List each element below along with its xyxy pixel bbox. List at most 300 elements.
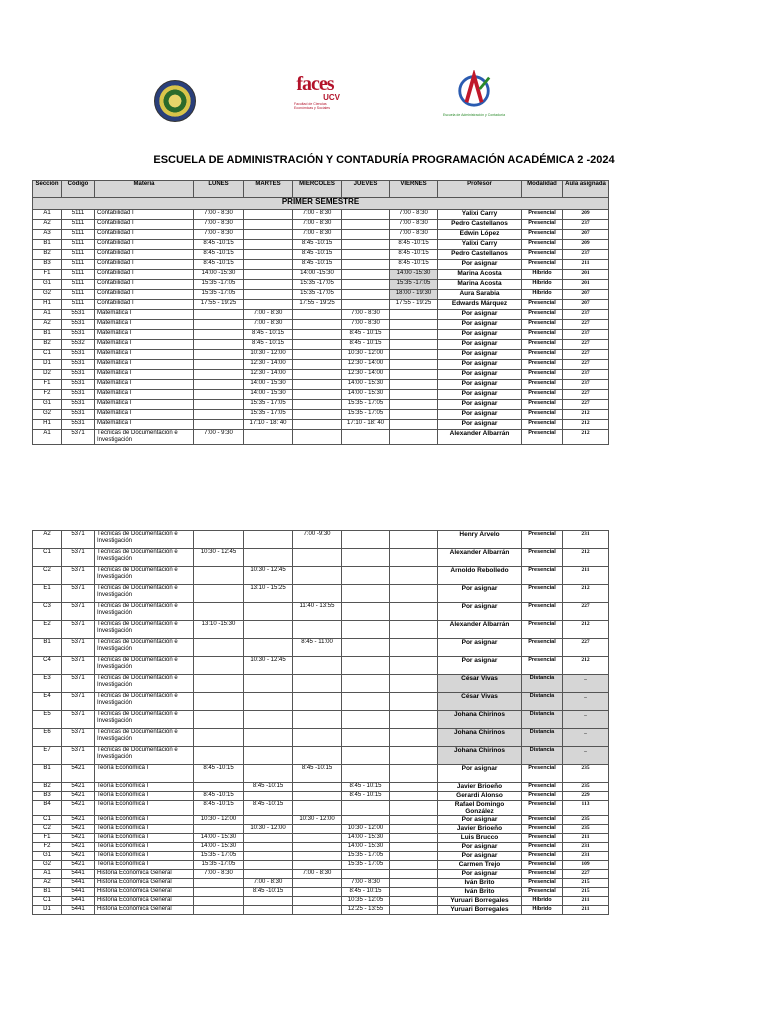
cell-professor: Por asignar: [438, 410, 522, 420]
table-row: [33, 639, 609, 657]
cell-subject: Historia Económica General: [95, 897, 194, 906]
cell-monday: 10:30 - 12:00: [194, 816, 244, 825]
cell-section: A2: [33, 879, 62, 888]
cell-monday: 7:00 - 9:30: [194, 430, 244, 445]
cell-professor: Carmen Trejo: [438, 861, 522, 870]
cell-wednesday: [293, 888, 342, 897]
cell-section: A1: [33, 870, 62, 879]
cell-professor: Por asignar: [438, 843, 522, 852]
cell-friday: [390, 843, 438, 852]
cell-wednesday: 17:55 - 19:25: [293, 300, 342, 310]
cell-section: A1: [33, 210, 62, 220]
cell-modality: Presencial: [522, 870, 563, 879]
cell-thursday: 14:00 - 15:30: [342, 843, 390, 852]
faces-logo: [290, 74, 340, 130]
cell-wednesday: [293, 380, 342, 390]
cell-wednesday: 14:00 -15:30: [293, 270, 342, 280]
cell-section: B2: [33, 783, 62, 792]
cell-professor: Arnoldo Rebolledo: [438, 567, 522, 585]
cell-tuesday: [244, 729, 293, 747]
cell-friday: [390, 765, 438, 783]
cell-room: _: [563, 747, 609, 765]
cell-friday: 18:00 - 19:30: [390, 290, 438, 300]
cell-section: H1: [33, 420, 62, 430]
cell-modality: Distancia: [522, 747, 563, 765]
cell-code: 5371: [62, 430, 95, 445]
cell-wednesday: 8:45 -10:15: [293, 765, 342, 783]
column-header: Sección: [33, 181, 62, 198]
column-header: Materia: [95, 181, 194, 198]
cell-monday: [194, 585, 244, 603]
cell-wednesday: [293, 360, 342, 370]
table-row: [33, 792, 609, 801]
cell-professor: Por asignar: [438, 816, 522, 825]
column-header: LUNES: [194, 181, 244, 198]
cell-modality: Presencial: [522, 549, 563, 567]
cell-wednesday: 10:30 - 12:00: [293, 816, 342, 825]
cell-code: 5531: [62, 370, 95, 380]
cell-thursday: [342, 657, 390, 675]
cell-section: E2: [33, 621, 62, 639]
column-header: Modalidad: [522, 181, 563, 198]
cell-section: E7: [33, 747, 62, 765]
cell-monday: [194, 390, 244, 400]
table-row: [33, 549, 609, 567]
cell-friday: [390, 370, 438, 380]
cell-friday: [390, 567, 438, 585]
cell-thursday: 8:45 - 10:15: [342, 340, 390, 350]
cell-code: 5531: [62, 390, 95, 400]
cell-section: A3: [33, 230, 62, 240]
cell-thursday: 8:45 - 10:15: [342, 792, 390, 801]
cell-code: 5421: [62, 834, 95, 843]
cell-wednesday: [293, 585, 342, 603]
cell-friday: [390, 350, 438, 360]
cell-friday: 15:35 -17:05: [390, 280, 438, 290]
cell-friday: 8:45 -10:15: [390, 260, 438, 270]
cell-wednesday: 15:35 -17:05: [293, 280, 342, 290]
cell-friday: [390, 330, 438, 340]
cell-code: 5421: [62, 783, 95, 792]
cell-tuesday: [244, 210, 293, 220]
cell-professor: Iván Brito: [438, 879, 522, 888]
cell-section: C1: [33, 350, 62, 360]
cell-professor: Yalixi Carry: [438, 210, 522, 220]
cell-professor: Edwin López: [438, 230, 522, 240]
cell-thursday: 10:30 - 12:00: [342, 350, 390, 360]
cell-friday: [390, 420, 438, 430]
cell-code: 5111: [62, 260, 95, 270]
cell-tuesday: [244, 852, 293, 861]
table-row: [33, 729, 609, 747]
cell-thursday: 17:10 - 18: 40: [342, 420, 390, 430]
cell-professor: Por asignar: [438, 765, 522, 783]
cell-modality: Presencial: [522, 879, 563, 888]
table-row: [33, 585, 609, 603]
cell-wednesday: [293, 861, 342, 870]
cell-tuesday: 7:00 - 8:30: [244, 320, 293, 330]
cell-section: A1: [33, 310, 62, 320]
cell-subject: Contabilidad I: [95, 240, 194, 250]
cell-modality: Presencial: [522, 783, 563, 792]
cell-wednesday: [293, 834, 342, 843]
cell-subject: Matemática I: [95, 400, 194, 410]
cell-wednesday: 7:00 - 8:30: [293, 220, 342, 230]
column-header: Aula asignada: [563, 181, 609, 198]
cell-subject: Teoría Económica I: [95, 861, 194, 870]
cell-code: 5111: [62, 270, 95, 280]
cell-room: 215: [563, 879, 609, 888]
table-row: [33, 531, 609, 549]
cell-wednesday: [293, 350, 342, 360]
faces-logo-subtitle: Facultad de Ciencias Económicas y Sociales: [294, 102, 330, 110]
cell-thursday: 15:35 - 17:05: [342, 400, 390, 410]
cell-subject: Matemática I: [95, 320, 194, 330]
column-header: Profesor: [438, 181, 522, 198]
cell-monday: 7:00 - 8:30: [194, 210, 244, 220]
cell-subject: Contabilidad I: [95, 220, 194, 230]
cell-room: 227: [563, 390, 609, 400]
cell-monday: [194, 420, 244, 430]
cell-tuesday: [244, 675, 293, 693]
cell-thursday: [342, 816, 390, 825]
cell-friday: [390, 310, 438, 320]
cell-monday: [194, 729, 244, 747]
cell-subject: Matemática I: [95, 350, 194, 360]
cell-tuesday: [244, 280, 293, 290]
cell-modality: Presencial: [522, 825, 563, 834]
cell-modality: Presencial: [522, 380, 563, 390]
cell-friday: 8:45 -10:15: [390, 240, 438, 250]
table-row: [33, 888, 609, 897]
cell-professor: Yuruari Borregales: [438, 906, 522, 915]
cell-wednesday: [293, 390, 342, 400]
cell-professor: Por asignar: [438, 350, 522, 360]
cell-thursday: [342, 210, 390, 220]
cell-section: A2: [33, 531, 62, 549]
cell-wednesday: [293, 310, 342, 320]
cell-wednesday: [293, 400, 342, 410]
cell-room: 113: [563, 801, 609, 816]
cell-modality: Presencial: [522, 240, 563, 250]
table-row: [33, 350, 609, 360]
table-row: [33, 693, 609, 711]
cell-subject: Técnicas de Documentación e Investigación: [95, 603, 194, 621]
table-row: [33, 870, 609, 879]
cell-friday: 17:55 - 19:25: [390, 300, 438, 310]
ead-logo: [440, 70, 508, 126]
table-row: [33, 801, 609, 816]
cell-professor: Rafael Domingo González: [438, 801, 522, 816]
cell-wednesday: [293, 567, 342, 585]
cell-thursday: 8:45 - 10:15: [342, 330, 390, 340]
cell-room: 207: [563, 290, 609, 300]
cell-section: C1: [33, 897, 62, 906]
table-row: [33, 843, 609, 852]
cell-monday: [194, 603, 244, 621]
cell-subject: Matemática I: [95, 340, 194, 350]
cell-code: 5111: [62, 240, 95, 250]
cell-tuesday: [244, 792, 293, 801]
cell-monday: [194, 360, 244, 370]
cell-tuesday: [244, 250, 293, 260]
logos-bar: [0, 70, 768, 130]
column-header: JUEVES: [342, 181, 390, 198]
cell-wednesday: [293, 801, 342, 816]
cell-wednesday: [293, 783, 342, 792]
cell-professor: Pedro Castellanos: [438, 220, 522, 230]
table-row: [33, 765, 609, 783]
cell-subject: Técnicas de Documentación e Investigación: [95, 430, 194, 445]
cell-monday: [194, 711, 244, 729]
cell-professor: Yalixi Carry: [438, 240, 522, 250]
cell-modality: Distancia: [522, 675, 563, 693]
cell-room: 227: [563, 639, 609, 657]
table-row: [33, 711, 609, 729]
cell-section: C2: [33, 567, 62, 585]
cell-thursday: 15:35 - 17:05: [342, 852, 390, 861]
cell-room: 237: [563, 310, 609, 320]
cell-room: 201: [563, 280, 609, 290]
cell-tuesday: [244, 834, 293, 843]
cell-monday: [194, 657, 244, 675]
cell-code: 5531: [62, 360, 95, 370]
cell-modality: Presencial: [522, 639, 563, 657]
cell-room: 231: [563, 843, 609, 852]
cell-room: _: [563, 693, 609, 711]
cell-section: C3: [33, 603, 62, 621]
cell-modality: Presencial: [522, 585, 563, 603]
cell-wednesday: 15:35 -17:05: [293, 290, 342, 300]
cell-friday: 8:45 -10:15: [390, 250, 438, 260]
cell-thursday: 14:00 - 15:30: [342, 834, 390, 843]
cell-modality: Presencial: [522, 390, 563, 400]
cell-subject: Técnicas de Documentación e Investigación: [95, 549, 194, 567]
cell-room: 211: [563, 260, 609, 270]
table-row: [33, 260, 609, 270]
cell-tuesday: [244, 603, 293, 621]
cell-thursday: [342, 549, 390, 567]
cell-thursday: [342, 711, 390, 729]
cell-tuesday: [244, 639, 293, 657]
cell-wednesday: 8:45 -10:15: [293, 240, 342, 250]
cell-monday: 10:30 - 12:45: [194, 549, 244, 567]
cell-code: 5371: [62, 567, 95, 585]
cell-section: G1: [33, 400, 62, 410]
cell-code: 5111: [62, 230, 95, 240]
cell-room: 235: [563, 783, 609, 792]
cell-friday: [390, 825, 438, 834]
cell-professor: Por asignar: [438, 370, 522, 380]
cell-modality: Híbrido: [522, 270, 563, 280]
cell-modality: Presencial: [522, 621, 563, 639]
cell-wednesday: [293, 711, 342, 729]
cell-room: 212: [563, 549, 609, 567]
cell-thursday: [342, 675, 390, 693]
cell-tuesday: [244, 747, 293, 765]
cell-tuesday: 13:10 - 15:25: [244, 585, 293, 603]
cell-monday: [194, 906, 244, 915]
cell-thursday: [342, 729, 390, 747]
cell-room: 212: [563, 410, 609, 420]
cell-subject: Técnicas de Documentación e Investigación: [95, 639, 194, 657]
cell-code: 5371: [62, 747, 95, 765]
cell-professor: Por asignar: [438, 400, 522, 410]
cell-tuesday: 12:30 - 14:00: [244, 370, 293, 380]
schedule-table-1: [32, 180, 609, 445]
cell-professor: Por asignar: [438, 657, 522, 675]
cell-section: E4: [33, 693, 62, 711]
cell-monday: [194, 783, 244, 792]
column-header: VIERNES: [390, 181, 438, 198]
cell-subject: Contabilidad I: [95, 250, 194, 260]
cell-professor: Por asignar: [438, 420, 522, 430]
cell-monday: [194, 747, 244, 765]
cell-section: B1: [33, 765, 62, 783]
cell-tuesday: 14:00 - 15:30: [244, 380, 293, 390]
cell-section: G1: [33, 280, 62, 290]
cell-code: 5531: [62, 310, 95, 320]
cell-tuesday: [244, 220, 293, 230]
cell-tuesday: [244, 711, 293, 729]
cell-monday: [194, 639, 244, 657]
cell-section: G2: [33, 290, 62, 300]
cell-subject: Técnicas de Documentación e Investigación: [95, 747, 194, 765]
cell-section: B2: [33, 250, 62, 260]
cell-wednesday: [293, 693, 342, 711]
cell-friday: [390, 879, 438, 888]
cell-thursday: [342, 290, 390, 300]
cell-room: 227: [563, 340, 609, 350]
cell-subject: Matemática I: [95, 420, 194, 430]
cell-tuesday: [244, 693, 293, 711]
cell-wednesday: [293, 747, 342, 765]
cell-tuesday: 17:10 - 18: 40: [244, 420, 293, 430]
cell-monday: [194, 879, 244, 888]
cell-monday: 14:00 - 15:30: [194, 834, 244, 843]
ead-logo-subtitle: Escuela de Administración y Contaduría: [442, 113, 506, 117]
table-row: [33, 230, 609, 240]
faces-logo-ucv: UCV: [323, 93, 340, 102]
cell-code: 5371: [62, 639, 95, 657]
cell-section: B4: [33, 801, 62, 816]
cell-tuesday: [244, 240, 293, 250]
cell-code: 5531: [62, 400, 95, 410]
cell-monday: [194, 825, 244, 834]
cell-subject: Teoría Económica I: [95, 783, 194, 792]
cell-section: B1: [33, 888, 62, 897]
cell-monday: 8:45 -10:15: [194, 260, 244, 270]
cell-room: 207: [563, 300, 609, 310]
column-header: MIERCOLES: [293, 181, 342, 198]
cell-tuesday: 7:00 - 8:30: [244, 310, 293, 320]
cell-professor: Por asignar: [438, 320, 522, 330]
cell-wednesday: [293, 420, 342, 430]
cell-section: D1: [33, 906, 62, 915]
cell-monday: [194, 400, 244, 410]
cell-wednesday: [293, 330, 342, 340]
cell-modality: Híbrido: [522, 897, 563, 906]
cell-subject: Contabilidad I: [95, 270, 194, 280]
cell-section: E3: [33, 675, 62, 693]
cell-code: 5421: [62, 816, 95, 825]
table-row: [33, 340, 609, 350]
cell-friday: [390, 531, 438, 549]
cell-room: 212: [563, 430, 609, 445]
cell-room: 209: [563, 210, 609, 220]
table-row: [33, 621, 609, 639]
cell-section: G2: [33, 861, 62, 870]
cell-modality: Presencial: [522, 260, 563, 270]
cell-thursday: 12:30 - 14:00: [342, 370, 390, 380]
cell-thursday: [342, 250, 390, 260]
cell-wednesday: [293, 340, 342, 350]
cell-room: 212: [563, 585, 609, 603]
cell-friday: [390, 816, 438, 825]
cell-subject: Matemática I: [95, 360, 194, 370]
cell-subject: Historia Económica General: [95, 888, 194, 897]
ead-logo-mark-icon: [455, 70, 493, 108]
cell-modality: Presencial: [522, 801, 563, 816]
cell-modality: Presencial: [522, 430, 563, 445]
table-row: [33, 330, 609, 340]
cell-code: 5111: [62, 280, 95, 290]
cell-section: F2: [33, 843, 62, 852]
semester-row: [33, 198, 609, 210]
table-row: [33, 410, 609, 420]
cell-modality: Presencial: [522, 220, 563, 230]
cell-room: 212: [563, 420, 609, 430]
cell-code: 5371: [62, 693, 95, 711]
cell-thursday: [342, 531, 390, 549]
cell-friday: [390, 585, 438, 603]
cell-friday: [390, 430, 438, 445]
table-row: [33, 657, 609, 675]
table-row: [33, 400, 609, 410]
table-row: [33, 320, 609, 330]
cell-thursday: [342, 280, 390, 290]
cell-friday: [390, 380, 438, 390]
cell-room: 229: [563, 792, 609, 801]
cell-professor: Alexander Albarrán: [438, 621, 522, 639]
cell-friday: [390, 410, 438, 420]
cell-tuesday: 12:30 - 14:00: [244, 360, 293, 370]
cell-professor: Marina Acosta: [438, 270, 522, 280]
cell-friday: [390, 792, 438, 801]
cell-code: 5531: [62, 410, 95, 420]
cell-friday: [390, 852, 438, 861]
table-row: [33, 783, 609, 792]
cell-monday: 17:55 - 19:25: [194, 300, 244, 310]
cell-wednesday: [293, 621, 342, 639]
cell-monday: 8:45 -10:15: [194, 765, 244, 783]
cell-wednesday: [293, 320, 342, 330]
cell-room: 237: [563, 370, 609, 380]
cell-code: 5441: [62, 897, 95, 906]
cell-wednesday: 7:00 - 8:30: [293, 230, 342, 240]
cell-tuesday: 8:45 -10:15: [244, 801, 293, 816]
cell-thursday: 14:00 - 15:30: [342, 380, 390, 390]
cell-wednesday: 7:00 - 8:30: [293, 210, 342, 220]
cell-professor: Por asignar: [438, 390, 522, 400]
cell-section: G1: [33, 852, 62, 861]
cell-subject: Técnicas de Documentación e Investigación: [95, 729, 194, 747]
cell-subject: Matemática I: [95, 410, 194, 420]
cell-section: C1: [33, 549, 62, 567]
cell-tuesday: 10:30 - 12:45: [244, 657, 293, 675]
cell-modality: Presencial: [522, 834, 563, 843]
cell-monday: 14:00 - 15:30: [194, 843, 244, 852]
